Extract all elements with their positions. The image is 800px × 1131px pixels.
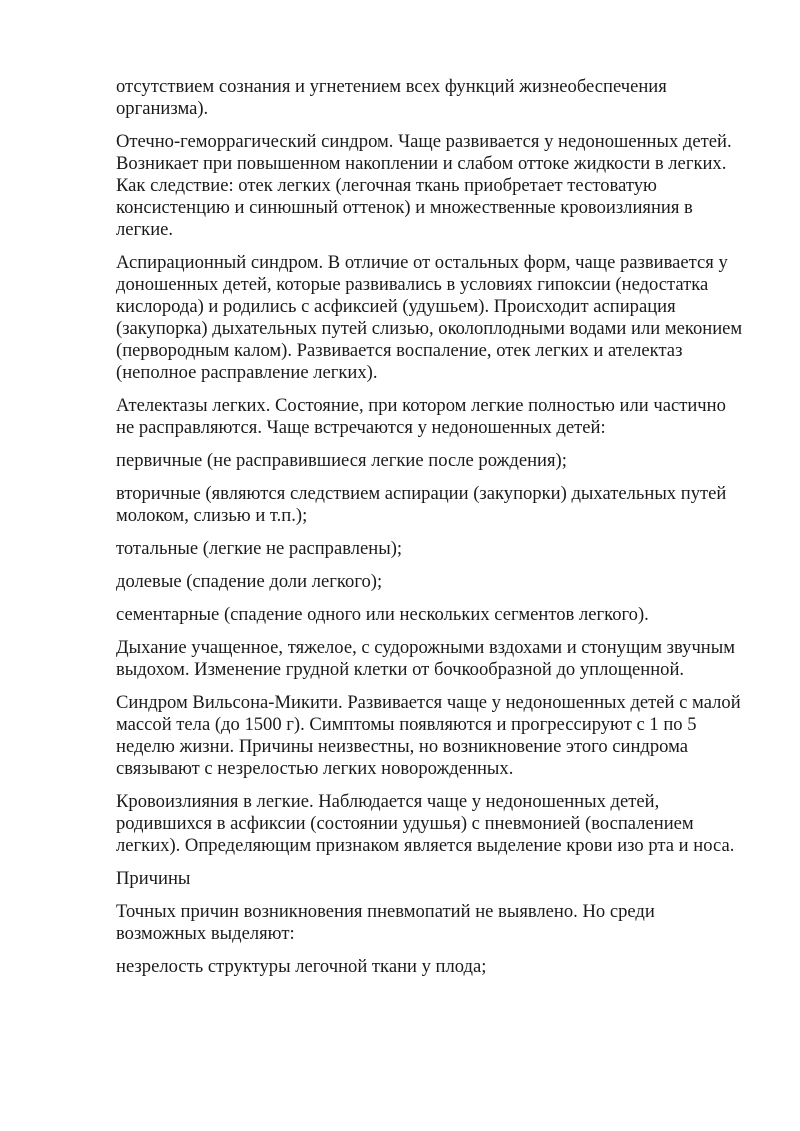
paragraph-hemorrhage: Кровоизлияния в легкие. Наблюдается чаще у недоношенных детей, родившихся в асфиксии (состоянии удушья) с пневмонией (воспалением легких). Определяющим признаком является выделение крови изо рта и носа. xyxy=(116,791,735,856)
paragraph-causes-intro: Точных причин возникновения пневмопатий не выявлено. Но среди возможных выделяют: xyxy=(116,901,655,944)
paragraph-lobar: долевые (спадение доли легкого); xyxy=(116,571,383,592)
paragraph-secondary: вторичные (являются следствием аспирации (закупорки) дыхательных путей молоком, слизью и т.п.); xyxy=(116,483,727,526)
paragraph-cause-immaturity: незрелость структуры легочной ткани у плода; xyxy=(116,956,487,977)
paragraph-atelectasis: Ателектазы легких. Состояние, при котором легкие полностью или частично не расправляются. Чаще встречаются у недоношенных детей: xyxy=(116,395,726,438)
paragraph-primary: первичные (не расправившиеся легкие после рождения); xyxy=(116,450,567,471)
paragraph-aspiration-syndrome: Аспирационный синдром. В отличие от остальных форм, чаще развивается у доношенных детей, которые развивались в условиях гипоксии (недостатка кислорода) и родились с асфиксией (удушьем). Происходит аспирация (закупорка) дыхательных путей слизью, околоплодными водами или меконием (первородным калом). Развивается воспаление, отек легких и ателектаз (неполное расправление легких). xyxy=(116,252,743,383)
section-heading-causes: Причины xyxy=(116,868,191,889)
paragraph-segmental: сементарные (спадение одного или нескольких сегментов легкого). xyxy=(116,604,649,625)
document-page xyxy=(116,76,746,989)
paragraph-breathing: Дыхание учащенное, тяжелое, с судорожными вздохами и стонущим звучным выдохом. Изменение грудной клетки от бочкообразной до уплощенной. xyxy=(116,637,736,680)
paragraph-total: тотальные (легкие не расправлены); xyxy=(116,538,403,559)
paragraph-consciousness-end: отсутствием сознания и угнетением всех функций жизнеобеспечения организма). xyxy=(116,76,667,119)
paragraph-edematous-hemorrhagic: Отечно-геморрагический синдром. Чаще развивается у недоношенных детей. Возникает при повышенном накоплении и слабом оттоке жидкости в легких. Как следствие: отек легких (легочная ткань приобретает тестоватую консистенцию и синюшный оттенок) и множественные кровоизлияния в легкие. xyxy=(116,131,732,240)
paragraph-wilson-mikity: Синдром Вильсона-Микити. Развивается чаще у недоношенных детей с малой массой тела (до 1500 г). Симптомы появляются и прогрессируют с 1 по 5 неделю жизни. Причины неизвестны, но возникновение этого синдрома связывают с незрелостью легких новорожденных. xyxy=(116,692,741,779)
